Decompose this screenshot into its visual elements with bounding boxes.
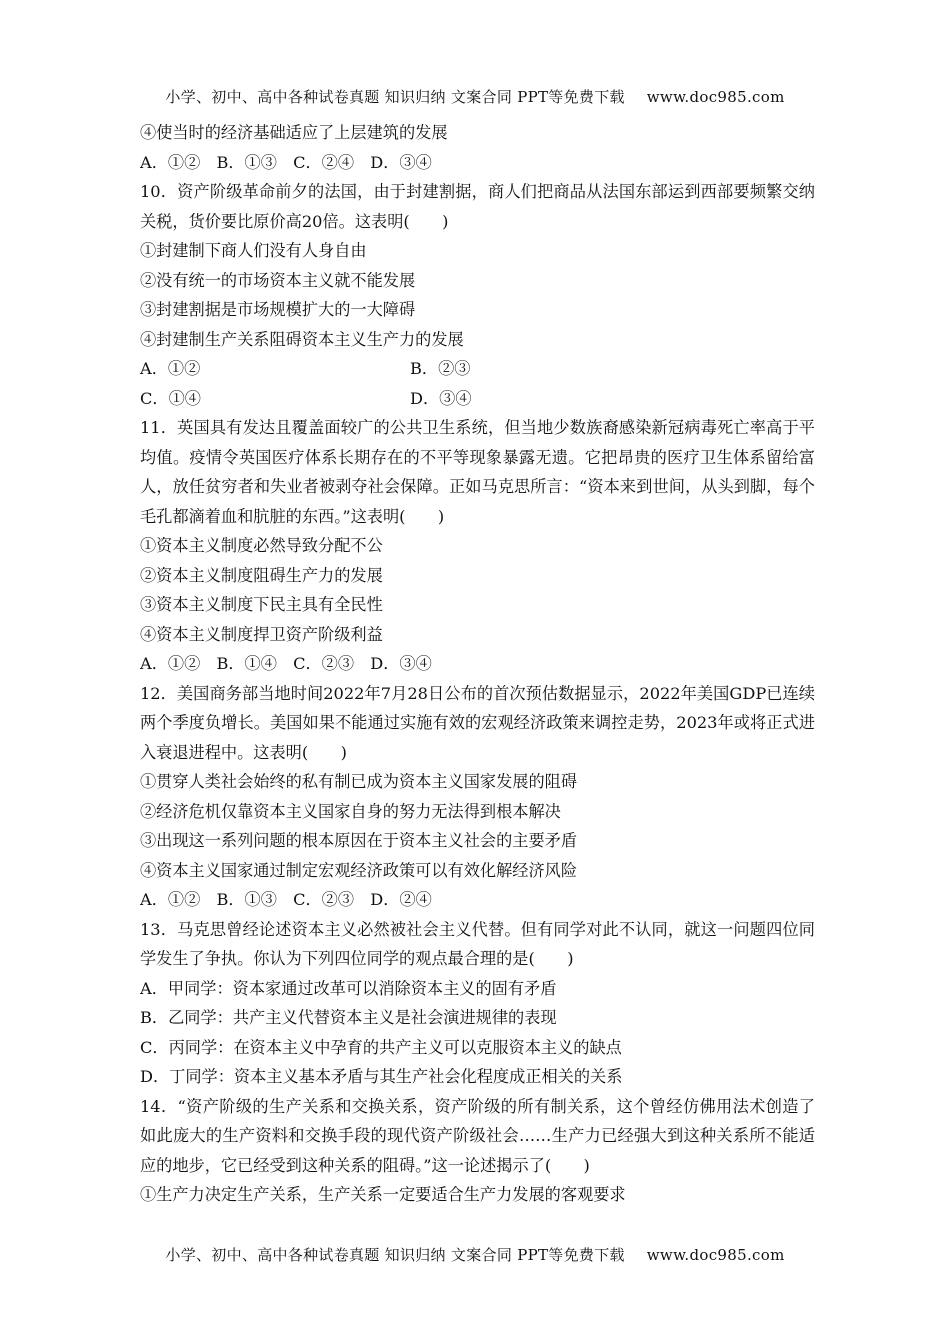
q11-option-2: ②资本主义制度阻碍生产力的发展 xyxy=(140,565,383,585)
exam-content xyxy=(140,118,815,1210)
header-text: 小学、初中、高中各种试卷真题 知识归纳 文案合同 PPT等免费下载 xyxy=(165,88,625,106)
footer-text: 小学、初中、高中各种试卷真题 知识归纳 文案合同 PPT等免费下载 xyxy=(165,1246,625,1264)
q10-answer-a: A．①② xyxy=(140,359,201,378)
q9-answers: A．①② B．①③ C．②④ D．③④ xyxy=(140,152,432,172)
q11-answers: A．①② B．①④ C．②③ D．③④ xyxy=(140,654,432,673)
q10-answers-row-1 xyxy=(140,354,815,384)
q9-option-4: ④使当时的经济基础适应了上层建筑的发展 xyxy=(140,123,448,142)
q10-answers-row-2 xyxy=(140,384,815,414)
q11-stem: 11．英国具有发达且覆盖面较广的公共卫生系统，但当地少数族裔感染新冠病毒死亡率高于平均值。疫情令英国医疗体系长期存在的不平等现象暴露无遗。它把昂贵的医疗卫生体系留给富人，放任贫穷者和失业者被剥夺社会保障。正如马克思所言：“资本来到世间，从头到脚，每个毛孔都滴着血和肮脏的东西。”这表明( ) xyxy=(140,418,815,526)
q11-option-3: ③资本主义制度下民主具有全民性 xyxy=(140,595,383,614)
q12-option-1: ①贯穿人类社会始终的私有制已成为资本主义国家发展的阻碍 xyxy=(140,772,578,791)
q14-option-1: ①生产力决定生产关系，生产关系一定要适合生产力发展的客观要求 xyxy=(140,1185,626,1204)
q13-option-c: C．丙同学：在资本主义中孕育的共产主义可以克服资本主义的缺点 xyxy=(140,1037,622,1057)
q13-option-b: B．乙同学：共产主义代替资本主义是社会演进规律的表现 xyxy=(140,1008,557,1027)
page-header xyxy=(0,86,950,107)
q12-option-2: ②经济危机仅靠资本主义国家自身的努力无法得到根本解决 xyxy=(140,801,561,821)
q13-stem: 13．马克思曾经论述资本主义必然被社会主义代替。但有同学对此不认同，就这一问题四位同学发生了争执。你认为下列四位同学的观点最合理的是( ) xyxy=(140,919,815,968)
q12-answers: A．①② B．①③ C．②③ D．②④ xyxy=(140,890,432,909)
q12-stem: 12．美国商务部当地时间2022年7月28日公布的首次预估数据显示，2022年美国GDP已连续两个季度负增长。美国如果不能通过实施有效的宏观经济政策来调控走势，2023年或将正式进入衰退进程中。这表明( ) xyxy=(140,683,815,762)
q10-answer-b: B．②③ xyxy=(410,359,471,378)
q10-option-4: ④封建制生产关系阻碍资本主义生产力的发展 xyxy=(140,329,464,349)
q10-answer-d: D．③④ xyxy=(410,388,472,408)
q13-option-d: D．丁同学：资本主义基本矛盾与其生产社会化程度成正相关的关系 xyxy=(140,1067,623,1086)
q11-option-1: ①资本主义制度必然导致分配不公 xyxy=(140,536,383,555)
page-footer xyxy=(0,1244,950,1265)
q13-option-a: A．甲同学：资本家通过改革可以消除资本主义的固有矛盾 xyxy=(140,978,557,998)
header-site-link[interactable]: www.doc985.com xyxy=(646,88,785,106)
q11-option-4: ④资本主义制度捍卫资产阶级利益 xyxy=(140,624,383,644)
q12-option-3: ③出现这一系列问题的根本原因在于资本主义社会的主要矛盾 xyxy=(140,831,578,850)
q10-option-1: ①封建制下商人们没有人身自由 xyxy=(140,241,367,260)
q14-stem: 14．“资产阶级的生产关系和交换关系，资产阶级的所有制关系，这个曾经仿佛用法术创造了如此庞大的生产资料和交换手段的现代资产阶级社会……生产力已经强大到这种关系所不能适应的地步，它已经受到这种关系的阻碍。”这一论述揭示了( ) xyxy=(140,1096,815,1175)
q12-option-4: ④资本主义国家通过制定宏观经济政策可以有效化解经济风险 xyxy=(140,860,578,880)
q10-option-2: ②没有统一的市场资本主义就不能发展 xyxy=(140,270,416,290)
q10-stem: 10．资产阶级革命前夕的法国，由于封建割据，商人们把商品从法国东部运到西部要频繁交纳关税，货价要比原价高20倍。这表明( ) xyxy=(140,182,815,231)
q10-option-3: ③封建割据是市场规模扩大的一大障碍 xyxy=(140,300,416,319)
q10-answer-c: C．①④ xyxy=(140,388,201,408)
footer-site-link[interactable]: www.doc985.com xyxy=(646,1246,785,1264)
